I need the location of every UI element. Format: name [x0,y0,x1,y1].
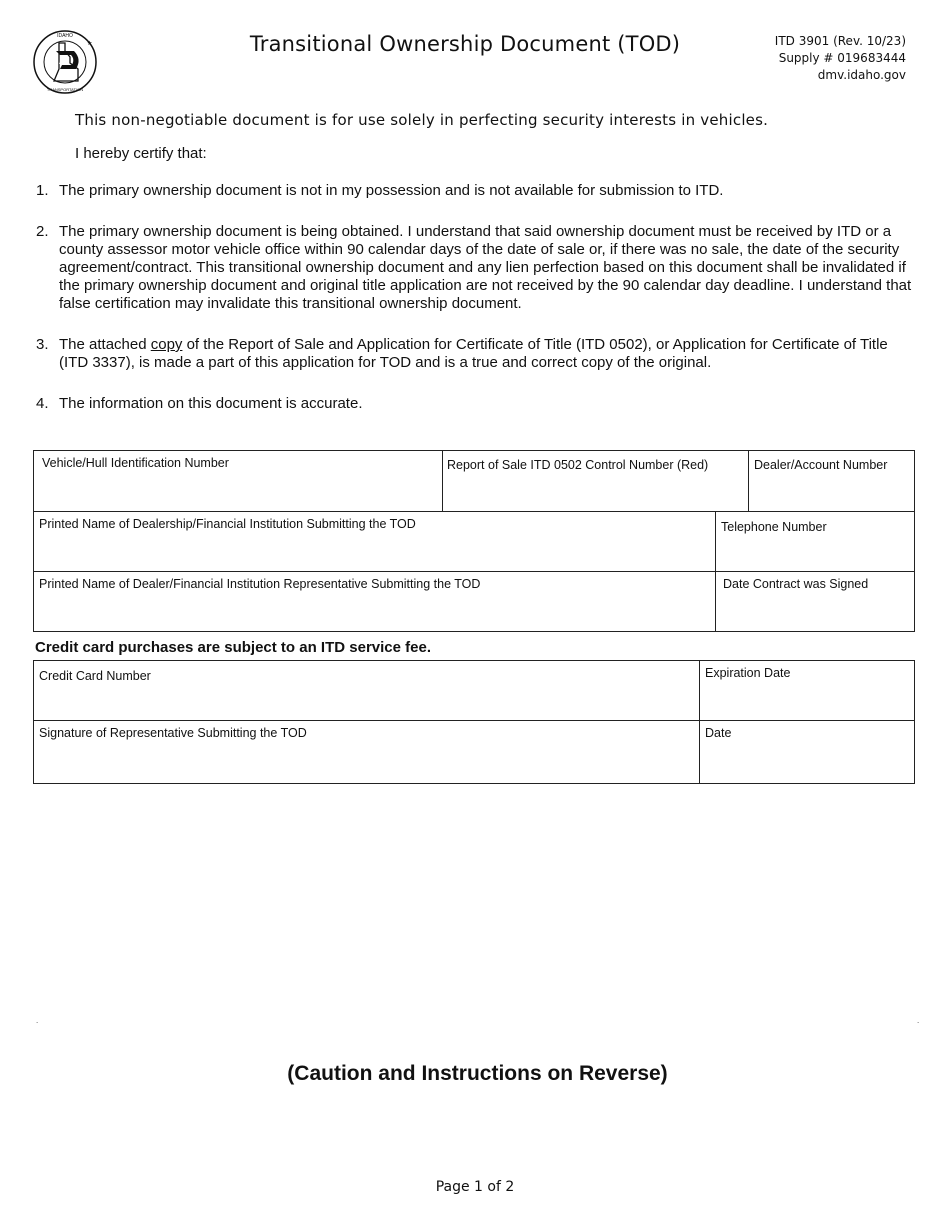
expiration-date-field[interactable] [700,661,914,720]
form-number: ITD 3901 (Rev. 10/23) [774,34,906,48]
date-field[interactable] [700,721,914,783]
page-number: Page 1 of 2 [435,1179,515,1195]
dealer-account-field[interactable] [749,453,914,511]
website-link[interactable]: dmv.idaho.gov [817,68,906,82]
certification-item-2 [36,223,916,313]
report-of-sale-field[interactable] [442,453,748,511]
certification-item-4 [36,395,916,413]
report-of-sale-label: Report of Sale ITD 0502 Control Number (Red) [447,458,709,472]
item-text: The primary ownership document is not in my possession and is not available for submission to ITD. [59,182,724,199]
representative-name-label: Printed Name of Dealer/Financial Institution Representative Submitting the TOD [39,577,481,591]
credit-card-number-label: Credit Card Number [39,669,151,683]
certification-item-3 [36,336,916,372]
date-contract-label: Date Contract was Signed [723,577,869,591]
item-number: 1. [36,182,49,199]
margin-mark-left: . [36,1016,39,1025]
telephone-label: Telephone Number [721,520,827,534]
credit-card-fee-note: Credit card purchases are subject to an ITD service fee. [35,639,431,656]
dealership-name-label: Printed Name of Dealership/Financial Institution Submitting the TOD [39,517,416,531]
dealer-account-label: Dealer/Account Number [754,458,888,472]
certify-heading: I hereby certify that: [75,145,207,162]
item-number: 2. [36,223,49,240]
item-number: 4. [36,395,49,412]
margin-mark-right: . [917,1016,920,1025]
expiration-date-label: Expiration Date [705,666,791,680]
vehicle-dealer-form-grid [33,450,915,632]
caution-notice: (Caution and Instructions on Reverse) [287,1062,668,1085]
certification-item-1 [36,182,916,200]
svg-text:TRANSPORTATION: TRANSPORTATION [46,87,84,92]
item-text: The attached copy of the Report of Sale and Application for Certificate of Title (ITD 0502), or Application for Certificate of Title (ITD 3337), is made a part of this application for TOD and is a true and correct copy of the original. [59,336,888,371]
svg-text:★: ★ [87,41,93,47]
vin-label: Vehicle/Hull Identification Number [42,456,229,470]
supply-number: Supply # 019683444 [778,51,906,65]
vin-field[interactable] [37,451,441,511]
date-contract-field[interactable] [718,572,914,632]
date-label: Date [705,726,732,740]
item-text: The information on this document is accurate. [59,395,363,412]
svg-text:IDAHO: IDAHO [57,33,73,39]
item-number: 3. [36,336,49,353]
credit-card-number-field[interactable] [34,664,699,720]
signature-label: Signature of Representative Submitting the TOD [39,726,307,740]
form-id-block [775,33,906,84]
representative-name-field[interactable] [34,572,715,632]
document-title: Transitional Ownership Document (TOD) [249,32,681,56]
payment-signature-grid [33,660,915,784]
intro-statement: This non-negotiable document is for use solely in perfecting security interests in vehicles. [75,111,769,129]
item-text: The primary ownership document is being obtained. I understand that said ownership document must be received by ITD or a county assessor motor vehicle office within 90 calendar days of the date of sale or, if there was no sale, the date of the security agreement/contract. This transitional ownership document and any lien perfection based on this document shall be invalidated if the primary ownership document and original title application are not received by the 90 calendar day deadline. I understand that false certification may invalidate this transitional ownership document. [59,223,912,312]
signature-field[interactable] [34,721,699,783]
dealership-name-field[interactable] [34,512,715,571]
telephone-field[interactable] [716,515,914,571]
